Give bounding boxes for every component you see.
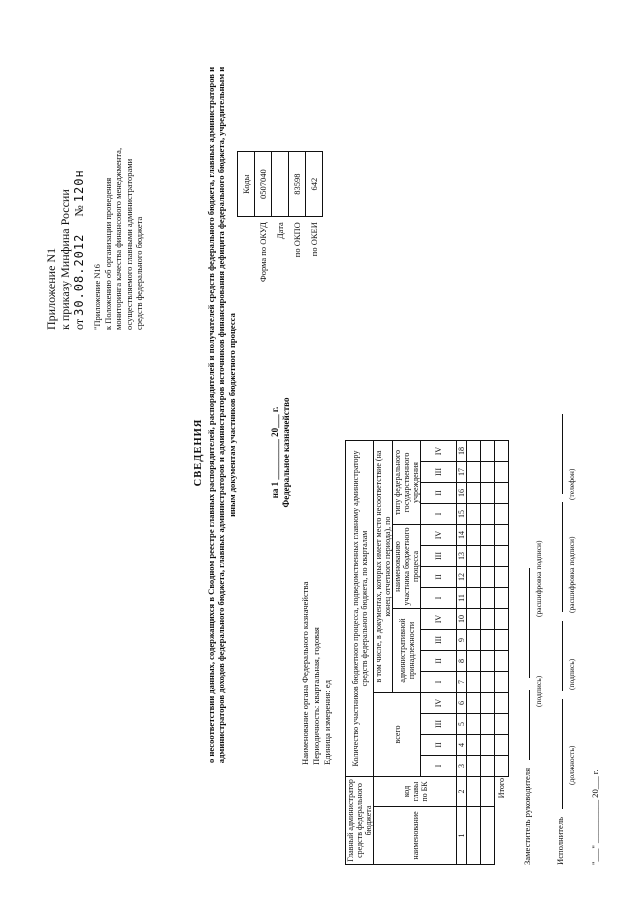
th-admin: Главный администратор средств федерального бюджета [346, 777, 374, 865]
col-num-16: 16 [457, 483, 467, 504]
executor-label: Исполнитель [555, 816, 565, 865]
th-name: наименование [374, 807, 457, 865]
q-adm-2: II [421, 651, 457, 672]
col-num-15: 15 [457, 504, 467, 525]
deputy-signature-block [522, 568, 532, 865]
main-table-wrap [345, 440, 509, 865]
th-count: Количество участников бюджетного процесса, подведомственных главному администратору средств федерального бюджета, по кварталам [346, 441, 374, 777]
q-total-3: III [421, 714, 457, 735]
code-value-okei: 642 [306, 152, 323, 217]
q-part-1: I [421, 588, 457, 609]
q-type-2: II [421, 483, 457, 504]
cap-signature-1: (подпись) [534, 675, 543, 707]
report-meta [300, 582, 333, 765]
document-title: СВЕДЕНИЯ [193, 418, 204, 487]
number-sign: № [72, 205, 86, 217]
q-total-1: I [421, 756, 457, 777]
th-including: в том числе, в документах, которых имеет место несоответствие (на конец отчетного периода), по [374, 441, 393, 693]
col-num-17: 17 [457, 462, 467, 483]
signature-date: "___" __________ 20___ г. [590, 769, 600, 865]
q-total-2: II [421, 735, 457, 756]
cap-phone: (телефон) [567, 468, 576, 500]
order-number: 120н [72, 169, 86, 203]
table-row [467, 441, 481, 865]
appendix-header [44, 30, 145, 330]
meta-unit: Единица измерения: ед [322, 680, 332, 765]
executor-position-field[interactable] [562, 699, 563, 809]
col-num-10: 10 [457, 609, 467, 630]
executor-signature-field[interactable] [562, 621, 563, 691]
executor-phone-field[interactable] [562, 414, 563, 494]
th-total: всего [374, 693, 421, 777]
q-type-1: I [421, 504, 457, 525]
q-total-4: IV [421, 693, 457, 714]
col-num-7: 7 [457, 672, 467, 693]
code-value-okpo: 83598 [289, 152, 306, 217]
q-part-2: II [421, 567, 457, 588]
order-ref: к приказу Минфина России [58, 189, 72, 330]
document-subtitle: о несоответствии данных, содержащихся в Сводном реестре главных распорядителей, распорядителей и получателей средств федерального бюджета, главных администраторов и администраторов доходов федерального бюджета, главных администраторов и администраторов источников финансирования дефицита федерального бюджета, учредительным и иным документам участников бюджетного процесса [206, 66, 237, 764]
meta-org: Наименование органа Федерального казначейства [300, 581, 310, 765]
order-date-prefix: от [72, 318, 86, 330]
q-adm-3: III [421, 630, 457, 651]
col-num-8: 8 [457, 651, 467, 672]
deputy-decoding-field[interactable] [529, 568, 530, 678]
col-num-12: 12 [457, 567, 467, 588]
col-num-11: 11 [457, 588, 467, 609]
q-part-3: III [421, 546, 457, 567]
total-label: Итого [497, 778, 507, 799]
code-value-okud: 0507040 [255, 152, 272, 217]
code-label-okud: Форма по ОКУД [258, 222, 268, 282]
q-part-4: IV [421, 525, 457, 546]
cap-signature-2: (подпись) [567, 658, 576, 690]
q-type-3: III [421, 462, 457, 483]
cap-decoding-2: (расшифровка подписи) [567, 536, 576, 613]
deputy-label: Заместитель руководителя [522, 767, 532, 865]
code-label-okpo: по ОКПО [292, 222, 302, 258]
code-label-okei: по ОКЕИ [309, 222, 319, 257]
table-row [481, 441, 495, 865]
col-num-1: 1 [457, 807, 467, 865]
total-row [495, 441, 509, 865]
column-number-row [457, 441, 467, 865]
appendix-title: Приложение N1 [44, 247, 58, 330]
col-num-5: 5 [457, 714, 467, 735]
th-part: наименованию участника бюджетного процесса [393, 525, 421, 609]
deputy-signature-field[interactable] [529, 690, 530, 760]
executor-signature-block [555, 414, 565, 865]
codes-head: Коды [238, 152, 255, 217]
col-num-3: 3 [457, 756, 467, 777]
q-adm-4: IV [421, 609, 457, 630]
cap-position: (должность) [567, 745, 576, 785]
cap-decoding-1: (расшифровка подписи) [534, 540, 543, 617]
q-type-4: IV [421, 441, 457, 462]
report-org: Федеральное казначейство [281, 397, 291, 508]
code-label-date: Дата [275, 222, 285, 240]
report-date-block [270, 0, 292, 905]
attachment-reference: "Приложение N16 к Положению об организации проведения мониторинга качества финансового менеджмента, осуществляемого главными администраторами средств федерального бюджета [92, 147, 144, 330]
q-adm-1: I [421, 672, 457, 693]
th-code: код главы по БК [374, 777, 457, 807]
main-table [345, 440, 509, 865]
meta-period: Периодичность: квартальная, годовая [311, 627, 321, 765]
col-num-9: 9 [457, 630, 467, 651]
col-num-2: 2 [457, 777, 467, 807]
order-date-line [72, 30, 86, 330]
executor-decoding-field[interactable] [562, 502, 563, 612]
col-num-14: 14 [457, 525, 467, 546]
order-date: 30.08.2012 [72, 233, 86, 316]
th-adm: административной принадлежности [393, 609, 421, 693]
col-num-4: 4 [457, 735, 467, 756]
codes-block [237, 151, 323, 285]
col-num-6: 6 [457, 693, 467, 714]
col-num-13: 13 [457, 546, 467, 567]
report-date: на 1 _________ 20___ г. [270, 406, 280, 499]
code-value-date [272, 152, 289, 217]
th-type: типу федерального государственного учреждения [393, 441, 421, 525]
col-num-18: 18 [457, 441, 467, 462]
